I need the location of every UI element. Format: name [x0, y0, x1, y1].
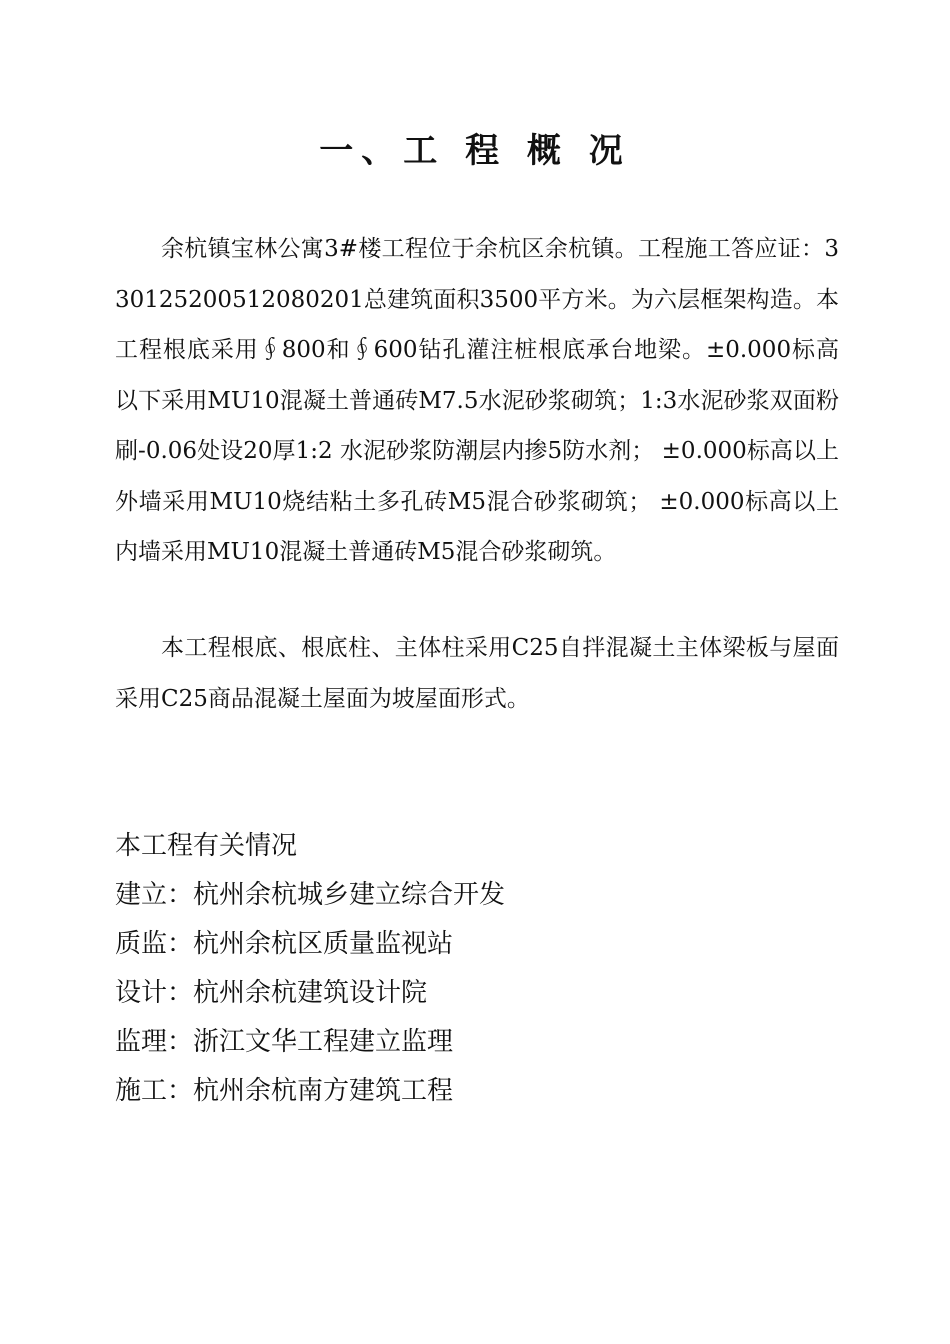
info-line-supervisor: 监理：浙江文华工程建立监理: [115, 1027, 454, 1057]
project-info-heading: 本工程有关情况: [115, 831, 298, 861]
info-line-developer: 建立：杭州余杭城乡建立综合开发: [115, 880, 506, 910]
overview-paragraph: 余杭镇宝林公寓3#楼工程位于余杭区余杭镇。工程施工答应证：330125200512080201总建筑面积3500平方米。为六层框架构造。本工程根底采用∮800和∮600钻孔灌注桩根底承台地梁。±0.000标高以下采用MU10混凝土普通砖M7.5水泥砂浆砌筑；1:3水泥砂浆双面粉刷-0.06处设20厚1:2 水泥砂浆防潮层内掺5防水剂； ±0.000标高以上外墙采用MU10烧结粘土多孔砖M5混合砂浆砌筑； ±0.000标高以上内墙采用MU10混凝土普通砖M5混合砂浆砌筑。: [115, 236, 839, 565]
info-line-supervision: 质监：杭州余杭区质量监视站: [115, 929, 454, 959]
project-info-list: [115, 822, 839, 1116]
info-line-construction: 施工：杭州余杭南方建筑工程: [115, 1076, 454, 1106]
materials-paragraph: 本工程根底、根底柱、主体柱采用C25自拌混凝土主体梁板与屋面采用C25商品混凝土屋面为坡屋面形式。: [115, 635, 839, 712]
info-line-design: 设计：杭州余杭建筑设计院: [115, 978, 428, 1008]
document-title: 一、工 程 概 况: [319, 131, 631, 171]
